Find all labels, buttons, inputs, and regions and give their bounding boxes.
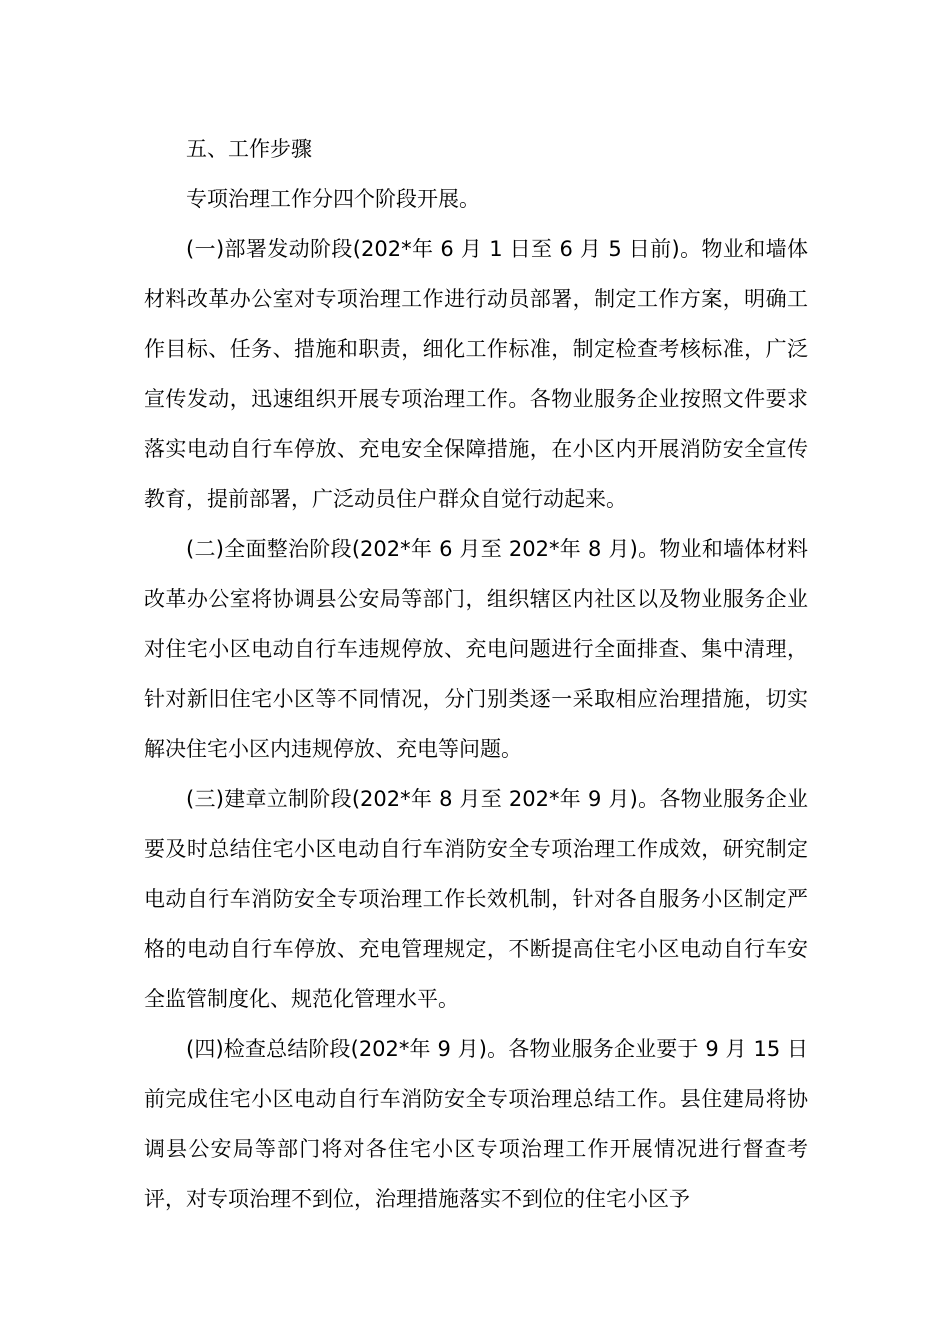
stage-1-paragraph: (一)部署发动阶段(202*年 6 月 1 日至 6 月 5 日前)。物业和墙体材料改革办公室对专项治理工作进行动员部署，制定工作方案，明确工作目标、任务、措施和职责，细化工作标准，制定检查考核标准，广泛宣传发动，迅速组织开展专项治理工作。各物业服务企业按照文件要求落实电动自行车停放、充电安全保障措施，在小区内开展消防安全宣传教育，提前部署，广泛动员住户群众自觉行动起来。: [144, 237, 808, 511]
stage-3-paragraph: (三)建章立制阶段(202*年 8 月至 202*年 9 月)。各物业服务企业要及时总结住宅小区电动自行车消防安全专项治理工作成效，研究制定电动自行车消防安全专项治理工作长效机制，针对各自服务小区制定严格的电动自行车停放、充电管理规定，不断提高住宅小区电动自行车安全监管制度化、规范化管理水平。: [144, 787, 808, 1011]
document-body: [144, 124, 808, 1224]
intro-paragraph: 专项治理工作分四个阶段开展。: [186, 187, 480, 211]
stage-2-paragraph: (二)全面整治阶段(202*年 6 月至 202*年 8 月)。物业和墙体材料改革办公室将协调县公安局等部门，组织辖区内社区以及物业服务企业对住宅小区电动自行车违规停放、充电问题进行全面排查、集中清理，针对新旧住宅小区等不同情况，分门别类逐一采取相应治理措施，切实解决住宅小区内违规停放、充电等问题。: [144, 537, 808, 761]
section-heading: 五、工作步骤: [186, 137, 312, 161]
stage-4-paragraph: (四)检查总结阶段(202*年 9 月)。各物业服务企业要于 9 月 15 日前完成住宅小区电动自行车消防安全专项治理总结工作。县住建局将协调县公安局等部门将对各住宅小区专项治理工作开展情况进行督查考评，对专项治理不到位，治理措施落实不到位的住宅小区予: [144, 1037, 808, 1211]
